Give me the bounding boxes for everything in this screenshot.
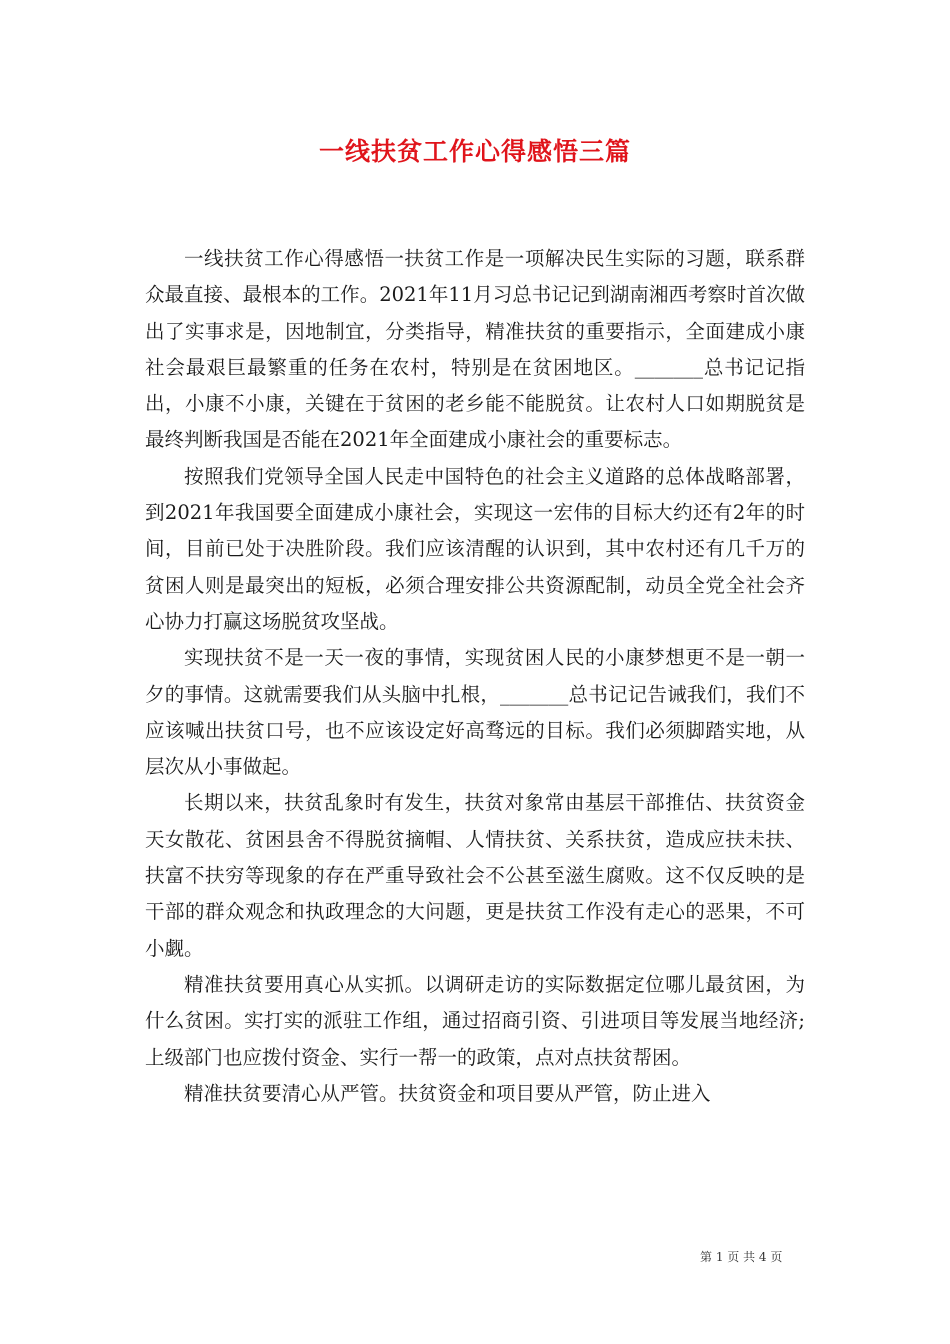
paragraph-1: 一线扶贫工作心得感悟一扶贫工作是一项解决民生实际的习题，联系群众最直接、最根本的工作。2021年11月习总书记记到湖南湘西考察时首次做出了实事求是，因地制宜，分类指导，精准扶贫的重要指示，全面建成小康社会最艰巨最繁重的任务在农村，特别是在贫困地区。_______总书记记指出，小康不小康，关键在于贫困的老乡能不能脱贫。让农村人口如期脱贫是最终判断我国是否能在2021年全面建成小康社会的重要标志。: [145, 247, 805, 452]
paragraph-3: 实现扶贫不是一天一夜的事情，实现贫困人民的小康梦想更不是一朝一夕的事情。这就需要我们从头脑中扎根，_______总书记记告诫我们，我们不应该喊出扶贫口号，也不应该设定好高骛远的目标。我们必须脚踏实地，从层次从小事做起。: [145, 646, 805, 779]
paragraph-6: 精准扶贫要清心从严管。扶贫资金和项目要从严管，防止进入: [184, 1081, 711, 1105]
paragraph-2: 按照我们党领导全国人民走中国特色的社会主义道路的总体战略部署，到2021年我国要全面建成小康社会，实现这一宏伟的目标大约还有2年的时间，目前已处于决胜阶段。我们应该清醒的认识到，其中农村还有几千万的贫困人则是最突出的短板，必须合理安排公共资源配制，动员全党全社会齐心协力打赢这场脱贫攻坚战。: [145, 464, 805, 633]
paragraph-4: 长期以来，扶贫乱象时有发生，扶贫对象常由基层干部推估、扶贫资金天女散花、贫困县舍不得脱贫摘帽、人情扶贫、关系扶贫，造成应扶未扶、扶富不扶穷等现象的存在严重导致社会不公甚至滋生腐败。这不仅反映的是干部的群众观念和执政理念的大问题，更是扶贫工作没有走心的恶果，不可小觑。: [145, 791, 805, 960]
document-title: 一线扶贫工作心得感悟三篇: [318, 137, 631, 166]
document-body: [145, 241, 805, 1112]
page-number-footer: 第 1 页 共 4 页: [700, 1250, 783, 1264]
paragraph-5: 精准扶贫要用真心从实抓。以调研走访的实际数据定位哪儿最贫困，为什么贫困。实打实的派驻工作组，通过招商引资、引进项目等发展当地经济;上级部门也应拨付资金、实行一帮一的政策，点对点扶贫帮困。: [145, 972, 805, 1069]
